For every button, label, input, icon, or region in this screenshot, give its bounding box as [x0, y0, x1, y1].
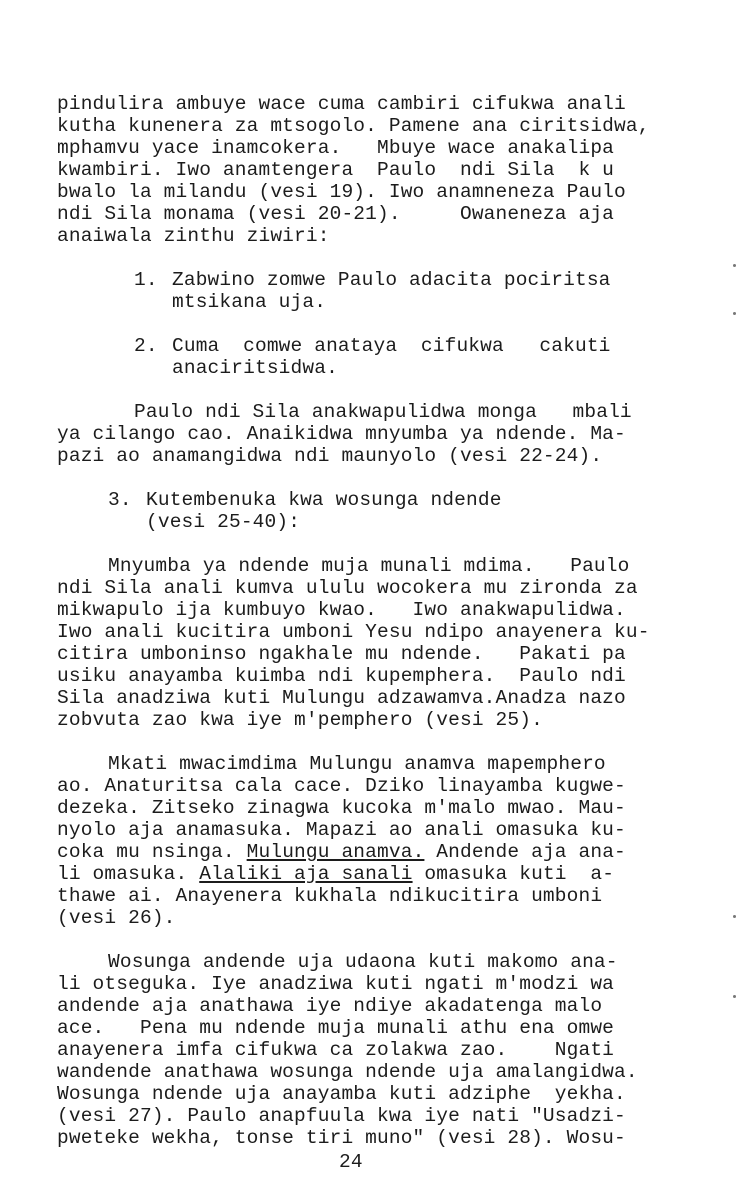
text-line: ace. Pena mu ndende muja munali athu ena omwe	[57, 1017, 615, 1039]
text-line	[57, 841, 626, 863]
text-line: kwambiri. Iwo anamtengera Paulo ndi Sila k u	[57, 159, 615, 181]
section-title: (vesi 25-40):	[146, 511, 301, 533]
text-line: zobvuta zao kwa iye m'pemphero (vesi 25).	[57, 709, 543, 731]
section-number: 3.	[108, 489, 132, 511]
text-line: wandende anathawa wosunga ndende uja amalangidwa.	[57, 1061, 638, 1083]
text-line	[57, 863, 614, 885]
page-number: 24	[339, 1151, 363, 1173]
scan-speck	[733, 264, 736, 267]
list-item-text: anaciritsidwa.	[172, 357, 338, 379]
text-segment: Andende aja ana-	[424, 841, 626, 863]
text-line: ao. Anaturitsa cala cace. Dziko linayamba kugwe-	[57, 775, 626, 797]
scan-speck	[733, 995, 736, 998]
text-line: usiku anayamba kuimba ndi kupemphera. Paulo ndi	[57, 665, 626, 687]
list-item-text: Zabwino zomwe Paulo adacita pociritsa	[172, 269, 611, 291]
text-segment: omasuka kuti a-	[412, 863, 615, 885]
text-segment: coka mu nsinga.	[57, 841, 247, 863]
text-segment: li omasuka.	[57, 863, 200, 885]
text-line: (vesi 26).	[57, 907, 176, 929]
text-line: andende aja anathawa iye ndiye akadatenga malo	[57, 995, 603, 1017]
underlined-text: Mulungu anamva.	[246, 841, 425, 863]
scan-speck	[733, 312, 736, 315]
text-line: mikwapulo ija kumbuyo kwao. Iwo anakwapulidwa.	[57, 599, 626, 621]
scan-speck	[733, 915, 736, 918]
text-line: thawe ai. Anayenera kukhala ndikucitira umboni	[57, 885, 603, 907]
list-number: 2.	[134, 335, 158, 357]
text-line: ndi Sila monama (vesi 20-21). Owaneneza aja	[57, 203, 615, 225]
text-line: anayenera imfa cifukwa ca zolakwa zao. Ngati	[57, 1039, 615, 1061]
text-line: anaiwala zinthu ziwiri:	[57, 225, 330, 247]
text-line: pindulira ambuye wace cuma cambiri cifukwa anali	[57, 93, 626, 115]
list-item-text: mtsikana uja.	[172, 291, 327, 313]
text-line: mphamvu yace inamcokera. Mbuye wace anakalipa	[57, 137, 615, 159]
text-line: Mnyumba ya ndende muja munali mdima. Paulo	[108, 555, 630, 577]
text-line: li otseguka. Iye anadziwa kuti ngati m'modzi wa	[57, 973, 615, 995]
underlined-text: Alaliki aja sanali	[199, 863, 413, 885]
section-title: Kutembenuka kwa wosunga ndende	[146, 489, 502, 511]
text-line: pweteke wekha, tonse tiri muno" (vesi 28). Wosu-	[57, 1127, 626, 1149]
text-line: Iwo anali kucitira umboni Yesu ndipo anayenera ku-	[57, 621, 650, 643]
text-line: Sila anadziwa kuti Mulungu adzawamva.Anadza nazo	[57, 687, 626, 709]
list-number: 1.	[134, 269, 158, 291]
text-line: Paulo ndi Sila anakwapulidwa monga mbali	[134, 401, 632, 423]
text-line: (vesi 27). Paulo anapfuula kwa iye nati "Usadzi-	[57, 1105, 626, 1127]
text-line: pazi ao anamangidwa ndi maunyolo (vesi 22-24).	[57, 445, 603, 467]
text-line: Mkati mwacimdima Mulungu anamva mapemphero	[108, 753, 606, 775]
text-line: kutha kunenera za mtsogolo. Pamene ana ciritsidwa,	[57, 115, 650, 137]
list-item-text: Cuma comwe anataya cifukwa cakuti	[172, 335, 611, 357]
text-line: citira umboninso ngakhale mu ndende. Pakati pa	[57, 643, 626, 665]
text-line: ya cilango cao. Anaikidwa mnyumba ya ndende. Ma-	[57, 423, 626, 445]
text-line: ndi Sila anali kumva ululu wocokera mu zironda za	[57, 577, 638, 599]
text-line: dezeka. Zitseko zinagwa kucoka m'malo mwao. Mau-	[57, 797, 626, 819]
text-line: bwalo la milandu (vesi 19). Iwo anamneneza Paulo	[57, 181, 626, 203]
text-line: nyolo aja anamasuka. Mapazi ao anali omasuka ku-	[57, 819, 626, 841]
text-line: Wosunga ndende uja anayamba kuti adziphe yekha.	[57, 1083, 626, 1105]
text-line: Wosunga andende uja udaona kuti makomo ana-	[108, 951, 618, 973]
